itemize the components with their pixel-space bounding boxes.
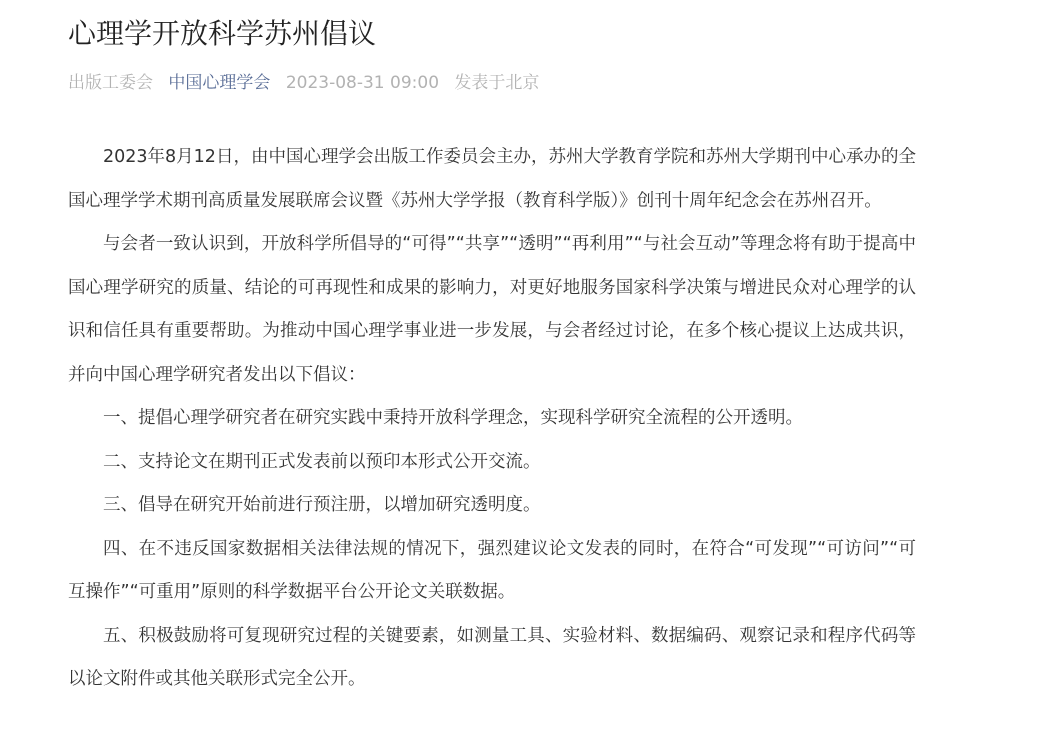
proposal-item-4: 四、在不违反国家数据相关法律法规的情况下，强烈建议论文发表的同时，在符合“可发现”“可访问”“可互操作”“可重用”原则的科学数据平台公开论文关联数据。 xyxy=(68,538,916,602)
publish-location: 发表于北京 xyxy=(454,73,540,93)
proposal-item-5: 五、积极鼓励将可复现研究过程的关键要素，如测量工具、实验材料、数据编码、观察记录和程序代码等以论文附件或其他关联形式完全公开。 xyxy=(68,625,916,689)
article-content xyxy=(68,136,916,702)
account-name-link[interactable]: 中国心理学会 xyxy=(168,73,271,93)
publish-datetime: 2023-08-31 09:00 xyxy=(285,73,440,93)
proposal-item-2: 二、支持论文在期刊正式发表前以预印本形式公开交流。 xyxy=(103,451,541,472)
article-title: 心理学开放科学苏州倡议 xyxy=(68,17,377,50)
proposal-item-3: 三、倡导在研究开始前进行预注册，以增加研究透明度。 xyxy=(103,495,541,515)
paragraph-intro: 2023年8月12日，由中国心理学会出版工作委员会主办，苏州大学教育学院和苏州大学期刊中心承办的全国心理学学术期刊高质量发展联席会议暨《苏州大学学报（教育科学版）》创刊十周年纪念会在苏州召开。 xyxy=(68,147,916,211)
author-label: 出版工委会 xyxy=(68,73,153,93)
paragraph-consensus: 与会者一致认识到，开放科学所倡导的“可得”“共享”“透明”“再利用”“与社会互动”等理念将有助于提高中国心理学研究的质量、结论的可再现性和成果的影响力，对更好地服务国家科学决策与增进民众对心理学的认识和信任具有重要帮助。为推动中国心理学事业进一步发展，与会者经过讨论，在多个核心提议上达成共识，并向中国心理学研究者发出以下倡议： xyxy=(68,234,916,385)
proposal-item-1: 一、提倡心理学研究者在研究实践中秉持开放科学理念，实现科学研究全流程的公开透明。 xyxy=(103,408,803,428)
article-meta xyxy=(68,69,549,97)
